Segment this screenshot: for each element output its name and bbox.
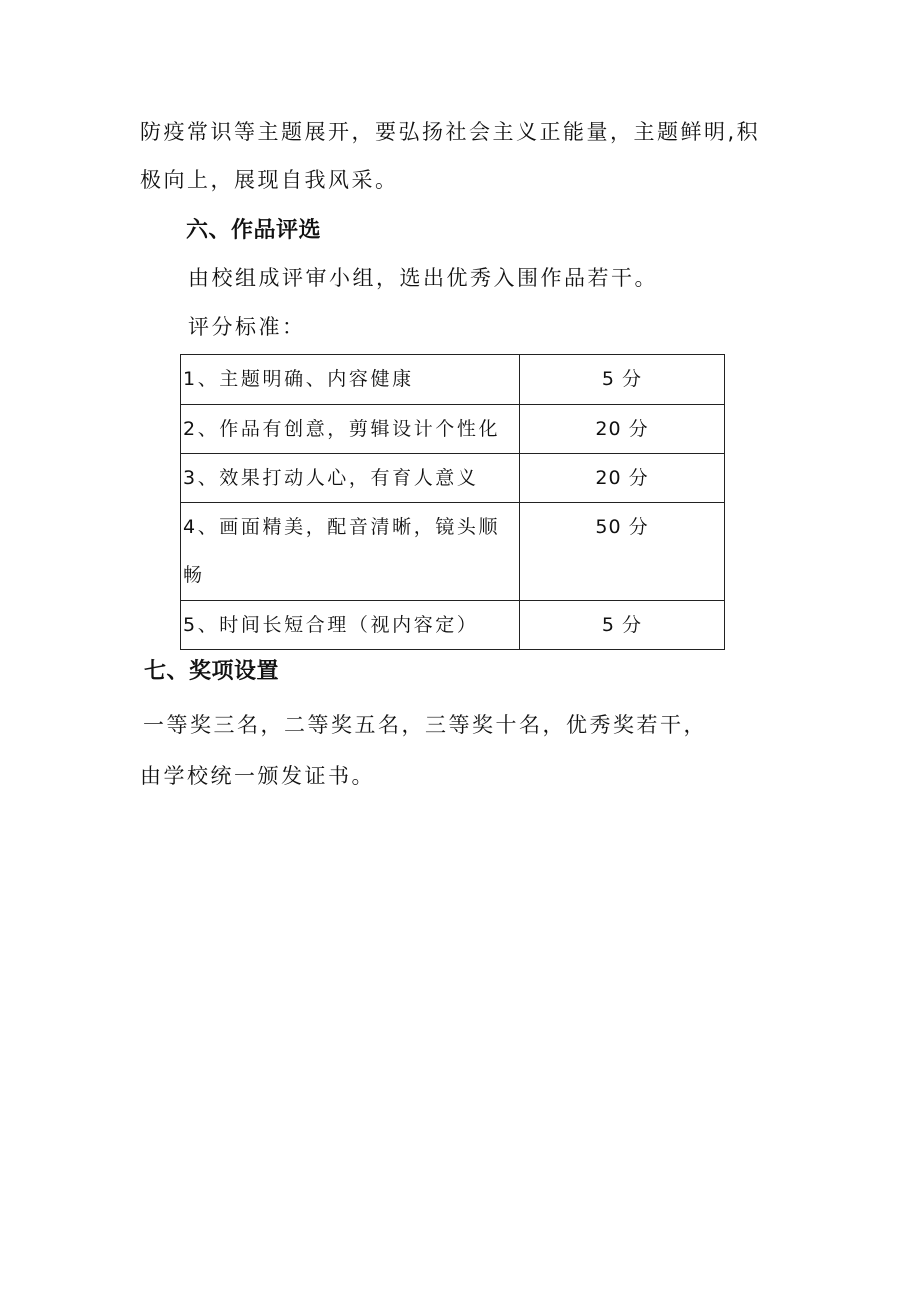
table-row bbox=[181, 503, 725, 601]
section-7-line-1: 一等奖三名，二等奖五名，三等奖十名，优秀奖若干， bbox=[143, 713, 707, 737]
section-7-heading: 七、奖项设置 bbox=[144, 659, 280, 684]
criterion-cell: 2、作品有创意，剪辑设计个性化 bbox=[181, 405, 520, 454]
table-row bbox=[181, 355, 725, 405]
points-cell: 50 分 bbox=[520, 503, 725, 601]
section-7-line-2: 由学校统一颁发证书。 bbox=[140, 764, 375, 788]
table-row bbox=[181, 405, 725, 454]
criterion-cell: 5、时间长短合理（视内容定） bbox=[181, 601, 520, 650]
points-cell: 20 分 bbox=[520, 454, 725, 503]
section-6-heading: 六、作品评选 bbox=[186, 218, 322, 243]
table-row bbox=[181, 454, 725, 503]
section-6-body: 由校组成评审小组，选出优秀入围作品若干。 bbox=[188, 266, 658, 290]
points-cell: 20 分 bbox=[520, 405, 725, 454]
criterion-cell: 4、画面精美，配音清晰，镜头顺畅 bbox=[181, 503, 520, 601]
score-table bbox=[180, 354, 725, 650]
criterion-cell: 1、主题明确、内容健康 bbox=[181, 355, 520, 405]
points-cell: 5 分 bbox=[520, 601, 725, 650]
criterion-cell: 3、效果打动人心，有育人意义 bbox=[181, 454, 520, 503]
intro-line-2: 极向上，展现自我风采。 bbox=[140, 168, 399, 192]
criteria-label: 评分标准： bbox=[188, 315, 306, 339]
table-row bbox=[181, 601, 725, 650]
points-cell: 5 分 bbox=[520, 355, 725, 405]
intro-line-1: 防疫常识等主题展开，要弘扬社会主义正能量，主题鲜明,积 bbox=[140, 120, 761, 144]
